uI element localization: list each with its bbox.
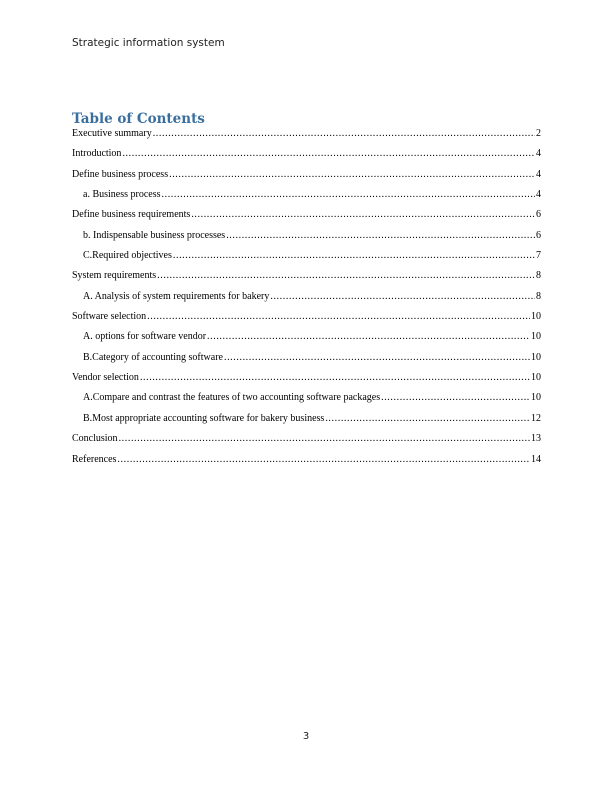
toc-entry-label: Define business requirements [72,209,191,221]
toc-dot-leader [169,169,535,180]
toc-entry[interactable] [72,250,541,270]
toc-entry[interactable] [72,413,541,433]
toc-entry-label: Software selection [72,311,147,323]
toc-dot-leader [270,291,535,302]
toc-entry-page-number: 10 [531,311,541,323]
toc-entry-label: B.Most appropriate accounting software for bakery business [83,412,325,424]
toc-entry-page-number: 12 [531,412,541,424]
toc-dot-leader [162,189,536,200]
toc-dot-leader [173,250,535,261]
toc-dot-leader [119,433,530,444]
toc-entry-label: Vendor selection [72,372,139,384]
toc-entry-page-number: 10 [531,372,541,384]
toc-entry[interactable] [72,372,541,392]
page-number: 3 [302,731,310,742]
toc-entry[interactable] [72,392,541,412]
toc-entry-page-number: 10 [531,392,541,404]
toc-entry[interactable] [72,230,541,250]
toc-entry[interactable] [72,189,541,209]
toc-entry-label: A. options for software vendor [83,331,207,343]
toc-entry[interactable] [72,270,541,290]
toc-entry-page-number: 8 [536,290,541,302]
toc-entry[interactable] [72,352,541,372]
toc-entry-label: A.Compare and contrast the features of two accounting software packages [83,392,381,404]
toc-dot-leader [147,311,530,322]
toc-entry-label: Introduction [72,148,122,160]
table-of-contents [72,128,541,474]
toc-entry[interactable] [72,311,541,331]
toc-entry-label: Define business process [72,168,169,180]
toc-entry-label: b. Indispensable business processes [83,229,226,241]
toc-dot-leader [226,230,535,241]
toc-entry-label: B.Category of accounting software [83,351,223,363]
toc-dot-leader [122,148,535,159]
toc-entry-page-number: 8 [536,270,541,282]
toc-dot-leader [191,209,535,220]
toc-entry-page-number: 2 [536,128,541,139]
toc-entry-label: Conclusion [72,433,118,445]
toc-entry[interactable] [72,291,541,311]
toc-entry-page-number: 14 [531,453,541,465]
toc-dot-leader [117,454,530,465]
toc-entry[interactable] [72,128,541,148]
toc-entry-page-number: 10 [531,331,541,343]
toc-dot-leader [153,128,535,139]
toc-dot-leader [224,352,530,363]
toc-dot-leader [157,270,535,281]
toc-entry-label: Executive summary [72,128,152,139]
toc-entry-page-number: 6 [536,209,541,221]
running-header: Strategic information system [72,37,225,49]
toc-entry-label: a. Business process [83,189,161,201]
toc-entry[interactable] [72,454,541,474]
toc-entry-label: A. Analysis of system requirements for bakery [83,290,270,302]
toc-entry[interactable] [72,331,541,351]
toc-entry-page-number: 13 [531,433,541,445]
toc-entry-label: System requirements [72,270,157,282]
toc-entry-label: References [72,453,117,465]
toc-entry-page-number: 7 [536,250,541,262]
toc-entry-page-number: 10 [531,351,541,363]
toc-dot-leader [140,372,530,383]
toc-dot-leader [325,413,530,424]
toc-entry[interactable] [72,209,541,229]
toc-dot-leader [381,392,530,403]
toc-entry-label: C.Required objectives [83,250,172,262]
toc-entry-page-number: 4 [536,168,541,180]
toc-dot-leader [207,331,530,342]
toc-entry[interactable] [72,433,541,453]
toc-entry-page-number: 4 [536,148,541,160]
toc-entry-page-number: 4 [536,189,541,201]
toc-entry[interactable] [72,148,541,168]
toc-entry[interactable] [72,169,541,189]
toc-entry-page-number: 6 [536,229,541,241]
toc-title: Table of Contents [72,111,205,127]
